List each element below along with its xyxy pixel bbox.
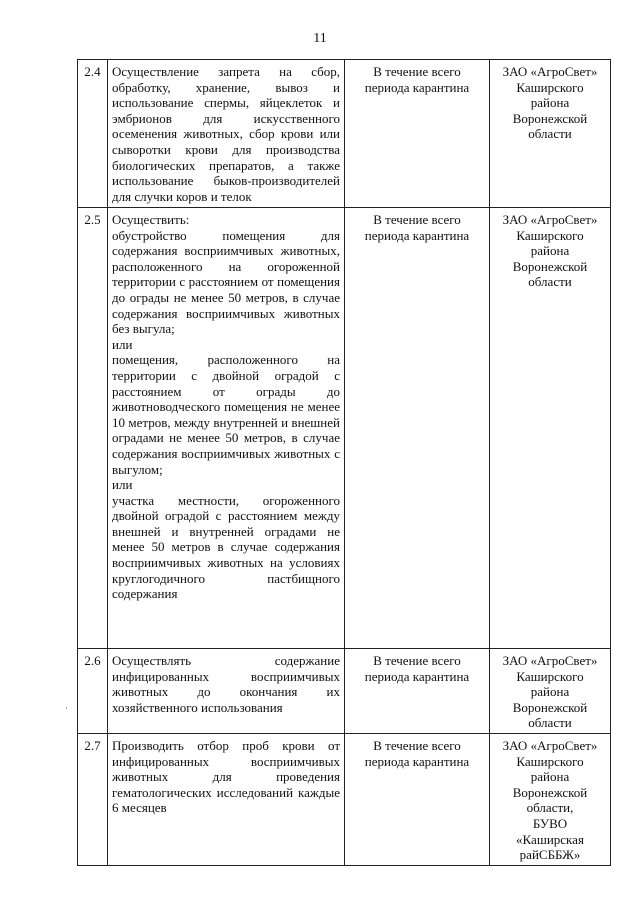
measure-line: эмбрионов для искусственного <box>112 110 340 126</box>
measure-line: 10 метров, между внутренней и внешней <box>112 414 340 430</box>
measure-line: Осуществление запрета на сбор, <box>112 64 340 79</box>
measure-description <box>108 60 345 208</box>
item-number: 2.4 <box>78 60 108 208</box>
responsible-line: ЗАО «АгроСвет» <box>502 64 598 79</box>
table-row <box>78 733 611 865</box>
measure-term <box>345 733 490 865</box>
measure-line: использование быков-производителей <box>112 173 340 189</box>
margin-mark: · <box>65 703 68 713</box>
measure-line: двойной оградой с расстоянием между <box>112 508 340 524</box>
measure-line: животных до окончания их <box>112 684 340 700</box>
responsible-line: Воронежской <box>512 699 588 715</box>
responsible-line: Воронежской <box>512 784 588 800</box>
measure-line: выгулом; <box>112 461 163 477</box>
measure-line: биологических препаратов, а также <box>112 157 340 173</box>
measure-line: внешней и внутренней оградами не <box>112 523 340 539</box>
measure-line: расстоянием от ограды до <box>112 383 340 399</box>
measure-line: менее 50 метров в случае содержания <box>112 539 340 555</box>
responsible-line: Воронежской <box>512 258 588 274</box>
term-line: В течение всего <box>373 64 461 79</box>
measure-line: круглогодичного пастбищного <box>112 570 340 586</box>
responsible-party <box>490 208 611 649</box>
measure-line: инфицированных восприимчивых <box>112 668 340 684</box>
measure-line: 6 месяцев <box>112 800 167 816</box>
table-row <box>78 208 611 649</box>
measure-line: расположенного на огороженной <box>112 258 340 274</box>
term-line: В течение всего <box>373 653 461 668</box>
measure-description <box>108 733 345 865</box>
term-line: В течение всего <box>373 737 461 753</box>
page-number: 11 <box>313 31 327 46</box>
measure-line: содержания восприимчивых животных <box>112 305 340 321</box>
responsible-line: Каширского <box>516 79 584 95</box>
responsible-line: Каширского <box>516 668 584 684</box>
measures-table <box>77 59 611 866</box>
item-number: 2.6 <box>78 649 108 734</box>
responsible-line: ЗАО «АгроСвет» <box>502 737 598 753</box>
measure-line: оградами не менее 50 метров, в случае <box>112 430 340 446</box>
responsible-party <box>490 649 611 734</box>
measure-line: Производить отбор проб крови от <box>112 737 340 753</box>
term-line: периода карантина <box>364 753 470 769</box>
measure-line: хозяйственного использования <box>112 699 283 715</box>
measure-line: участка местности, огороженного <box>112 492 340 508</box>
measure-line: или <box>112 477 133 493</box>
measure-line: восприимчивых животных на условиях <box>112 555 340 571</box>
measure-line: или <box>112 336 133 352</box>
measure-line: Осуществлять содержание <box>112 653 340 668</box>
term-line: В течение всего <box>373 212 461 227</box>
responsible-line: БУВО <box>532 815 568 831</box>
responsible-line: области, <box>526 800 574 816</box>
measure-line: обработку, хранение, вывоз и <box>112 79 340 95</box>
responsible-line: Каширского <box>516 227 584 243</box>
table-row <box>78 649 611 734</box>
responsible-party <box>490 60 611 208</box>
term-line: периода карантина <box>364 227 470 243</box>
measure-line: содержания <box>112 586 178 602</box>
responsible-line: района <box>530 95 570 111</box>
measure-line: Осуществить: <box>112 212 190 227</box>
measure-line: содержания восприимчивых животных, <box>112 243 340 259</box>
measure-term <box>345 60 490 208</box>
responsible-line: Каширского <box>516 753 584 769</box>
measure-line: использование спермы, яйцеклеток и <box>112 95 340 111</box>
measure-line: животноводческого помещения не менее <box>112 399 340 415</box>
table-row <box>78 60 611 208</box>
term-line: периода карантина <box>364 79 470 95</box>
responsible-line: райСББЖ» <box>519 847 581 863</box>
measure-line: без выгула; <box>112 321 175 337</box>
measure-line: сыворотки крови для производства <box>112 141 340 157</box>
measure-line: для случки коров и телок <box>112 188 252 204</box>
responsible-line: района <box>530 243 570 259</box>
responsible-line: «Каширская <box>516 831 584 847</box>
item-number: 2.5 <box>78 208 108 649</box>
measure-line: инфицированных восприимчивых <box>112 753 340 769</box>
measure-line: осеменения животных, сбор крови или <box>112 126 340 142</box>
measure-line: территории с расстоянием от помещения <box>112 274 340 290</box>
measure-line: обустройство помещения для <box>112 227 340 243</box>
measure-description <box>108 208 345 649</box>
responsible-line: ЗАО «АгроСвет» <box>502 653 598 668</box>
measure-line: до ограды не менее 50 метров, в случае <box>112 289 340 305</box>
measure-line: помещения, расположенного на <box>112 352 340 368</box>
measure-term <box>345 649 490 734</box>
measure-line: животных для проведения <box>112 769 340 785</box>
responsible-line: Воронежской <box>512 110 588 126</box>
measure-line: территории с двойной оградой с <box>112 367 340 383</box>
responsible-party <box>490 733 611 865</box>
term-line: периода карантина <box>364 668 470 684</box>
measure-description <box>108 649 345 734</box>
responsible-line: области <box>528 715 572 731</box>
measure-term <box>345 208 490 649</box>
measure-line: гематологических исследований каждые <box>112 784 340 800</box>
item-number: 2.7 <box>78 733 108 865</box>
responsible-line: района <box>530 769 570 785</box>
responsible-line: района <box>530 684 570 700</box>
responsible-line: области <box>528 274 572 290</box>
responsible-line: ЗАО «АгроСвет» <box>502 212 598 227</box>
measure-line: содержания восприимчивых животных с <box>112 445 340 461</box>
responsible-line: области <box>528 126 572 142</box>
